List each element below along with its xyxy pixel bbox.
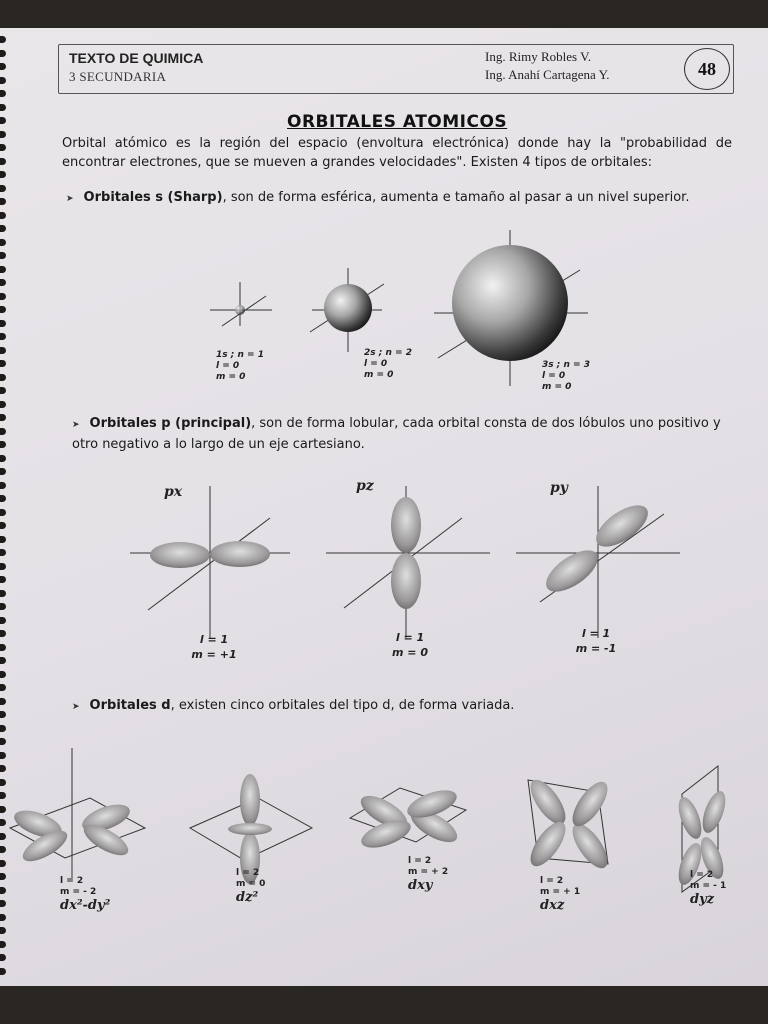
orbital-py — [516, 486, 680, 638]
dz2-m: m = 0 — [236, 879, 266, 889]
s-orbitals-text: , son de forma esférica, aumenta e tamaño al pasar a un nivel superior. — [222, 190, 690, 205]
orbital-2s-n: 2s ; n = 2 — [364, 348, 412, 358]
arrow-bullet-icon: ➤ — [66, 194, 74, 204]
p-orbitals-bullet — [72, 414, 732, 454]
dx2-dy2-l: l = 2 — [60, 876, 84, 886]
header-author-2: Ing. Anahí Cartagena Y. — [485, 67, 610, 82]
orbital-dxz — [524, 774, 614, 873]
px-title: px — [164, 484, 183, 500]
textbook-page — [0, 28, 768, 986]
orbital-2s-labels — [364, 348, 412, 381]
py-labels — [564, 626, 628, 656]
orbital-3s-m: m = 0 — [542, 382, 572, 392]
header-subtitle: 3 SECUNDARIA — [69, 69, 167, 84]
orbital-1s — [210, 282, 272, 326]
py-l: l = 1 — [581, 627, 611, 640]
orbital-pz — [326, 486, 490, 638]
dz2-labels — [236, 868, 265, 905]
dyz-name: dyz — [690, 892, 715, 907]
dxy-l: l = 2 — [408, 856, 432, 866]
dxy-labels — [408, 856, 448, 893]
pz-title: pz — [356, 478, 374, 494]
orbital-px — [130, 486, 290, 638]
pz-labels — [378, 630, 442, 660]
px-labels — [182, 632, 246, 662]
dx2-dy2-name: dx²-dy² — [60, 898, 111, 913]
pz-l: l = 1 — [395, 631, 425, 644]
d-orbitals-term: Orbitales d — [89, 698, 171, 713]
page-number: 48 — [684, 48, 730, 90]
orbital-diagrams — [0, 28, 768, 986]
dz2-l: l = 2 — [236, 868, 260, 878]
d-orbitals-text: , existen cinco orbitales del tipo d, de forma variada. — [170, 698, 515, 713]
dx2-dy2-labels — [60, 876, 110, 913]
orbital-2s-l: l = 0 — [364, 359, 388, 369]
orbital-3s-n: 3s ; n = 3 — [542, 360, 590, 370]
header-author-1: Ing. Rimy Robles V. — [485, 49, 592, 64]
px-m: m = +1 — [191, 648, 237, 661]
dyz-l: l = 2 — [690, 870, 714, 880]
dyz-m: m = - 1 — [690, 881, 727, 891]
dxz-labels — [540, 876, 580, 913]
orbital-2s-m: m = 0 — [364, 370, 394, 380]
py-m: m = -1 — [575, 642, 617, 655]
dxz-name: dxz — [540, 898, 565, 913]
p-orbitals-term: Orbitales p (principal) — [89, 416, 252, 431]
orbital-1s-labels — [216, 350, 264, 383]
dxy-name: dxy — [408, 878, 433, 893]
dxz-l: l = 2 — [540, 876, 564, 886]
orbital-3s-labels — [542, 360, 590, 393]
orbital-1s-n: 1s ; n = 1 — [216, 350, 264, 360]
p-orbitals-text: , son de forma lobular, cada orbital consta de dos lóbulos uno positivo y otro negativo a lo largo de un eje cartesiano. — [72, 416, 721, 452]
orbital-3s-l: l = 0 — [542, 371, 566, 381]
dxz-m: m = + 1 — [540, 887, 581, 897]
dz2-name: dz² — [236, 890, 259, 905]
orbital-dxy — [350, 785, 466, 853]
arrow-bullet-icon: ➤ — [72, 702, 80, 712]
pz-m: m = 0 — [392, 646, 428, 659]
d-orbitals-bullet — [72, 696, 514, 717]
orbital-dx2-dy2 — [10, 748, 145, 878]
orbital-2s — [310, 268, 384, 352]
dyz-labels — [690, 870, 726, 907]
arrow-bullet-icon: ➤ — [72, 420, 80, 430]
py-title: py — [550, 480, 568, 496]
px-l: l = 1 — [199, 633, 229, 646]
intro-paragraph: Orbital atómico es la región del espacio (envoltura electrónica) donde hay la "probabilidad de encontrar electrones, que se mueven a grandes velocidades". Existen 4 tipos de orbitales: — [62, 136, 732, 170]
orbital-1s-m: m = 0 — [216, 372, 246, 382]
header-title: TEXTO DE QUIMICA — [69, 50, 204, 66]
orbital-1s-l: l = 0 — [216, 361, 240, 371]
dx2-dy2-m: m = - 2 — [60, 887, 97, 897]
s-orbitals-term: Orbitales s (Sharp) — [83, 190, 223, 205]
dxy-m: m = + 2 — [408, 867, 449, 877]
document-title: ORBITALES ATOMICOS — [287, 112, 508, 132]
